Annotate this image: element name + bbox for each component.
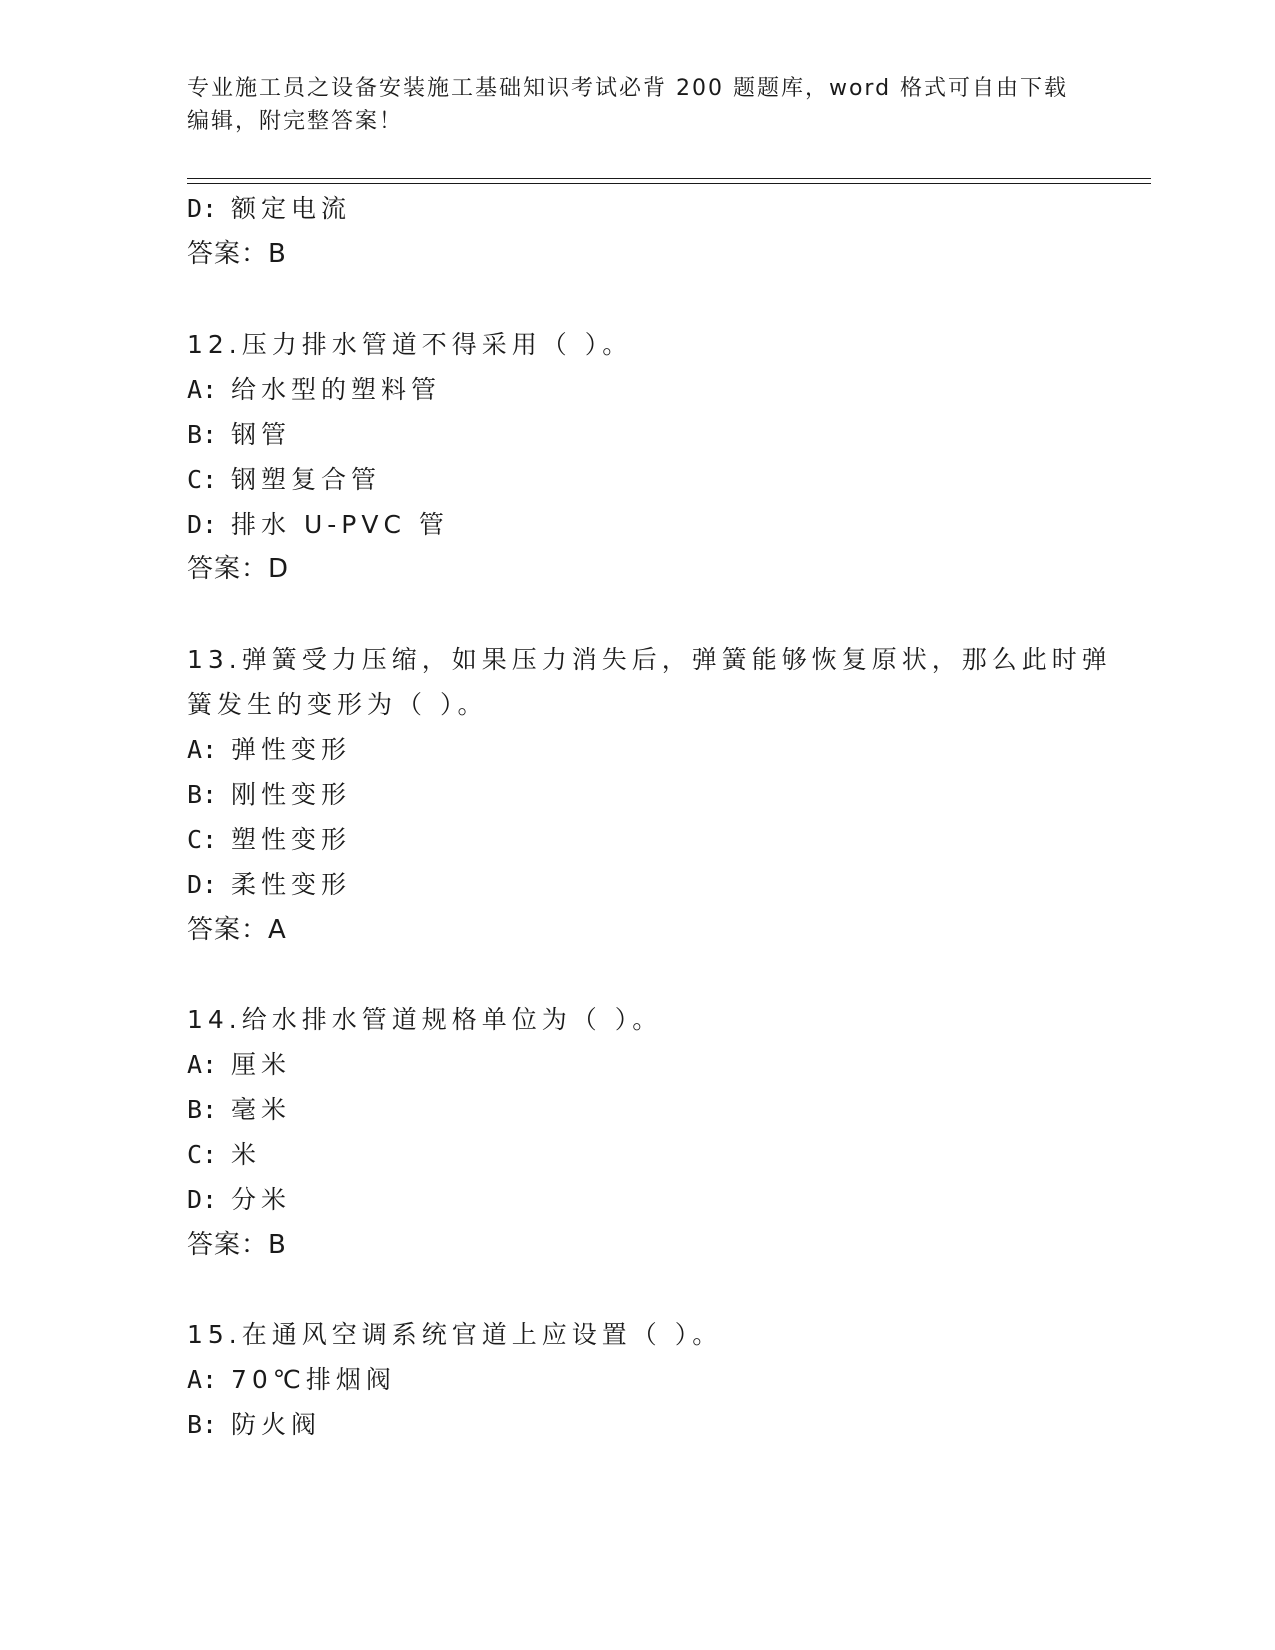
option-letter: D: [187,870,218,899]
q14-option-a [187,1049,291,1081]
header-rule-bottom [187,183,1151,184]
q13-option-b [187,779,351,811]
document-header [187,72,1087,138]
option-letter: B: [187,1410,218,1439]
q13-stem-line-1: 13.弹簧受力压缩，如果压力消失后，弹簧能够恢复原状，那么此时弹 [187,645,1112,674]
option-letter: B: [187,1095,218,1124]
q12-option-d [187,509,449,541]
option-letter: B: [187,780,218,809]
option-text: 柔性变形 [231,870,352,899]
q15-option-b [187,1409,321,1441]
q14-stem: 14.给水排水管道规格单位为（ ）。 [187,1005,663,1034]
option-letter: D: [187,1185,218,1214]
header-line-2: 编辑，附完整答案！ [187,109,404,134]
prev-option-d [187,193,351,225]
q13-stem-line-2: 簧发生的变形为（ ）。 [187,690,488,719]
option-text: 钢管 [231,420,292,449]
q15-stem: 15.在通风空调系统官道上应设置（ ）。 [187,1320,723,1349]
option-letter: D: [187,194,218,223]
option-text: 厘米 [231,1050,292,1079]
q13-option-c [187,824,351,856]
q12-option-b [187,419,291,451]
q12-option-a [187,374,441,406]
option-text: 毫米 [231,1095,292,1124]
option-text: 塑性变形 [231,825,352,854]
q13-option-d [187,869,351,901]
prev-answer: 答案：B [187,239,287,269]
option-text: 弹性变形 [231,735,352,764]
option-text: 70℃排烟阀 [231,1365,396,1394]
option-letter: C: [187,825,218,854]
option-letter: A: [187,735,218,764]
q14-answer: 答案：B [187,1230,287,1260]
option-text: 刚性变形 [231,780,352,809]
option-letter: A: [187,1365,218,1394]
option-text: 米 [231,1140,262,1169]
q13-option-a [187,734,351,766]
option-text: 排水 U-PVC 管 [231,510,449,539]
option-text: 防火阀 [231,1410,322,1439]
option-letter: C: [187,1140,218,1169]
option-letter: A: [187,1050,218,1079]
option-text: 分米 [231,1185,292,1214]
q12-stem: 12.压力排水管道不得采用（ ）。 [187,330,633,359]
option-text: 钢塑复合管 [231,465,382,494]
option-text: 额定电流 [231,194,352,223]
q14-option-b [187,1094,291,1126]
header-line-1: 专业施工员之设备安装施工基础知识考试必背 200 题题库，word 格式可自由下载 [187,76,1069,101]
option-text: 给水型的塑料管 [231,375,442,404]
option-letter: B: [187,420,218,449]
option-letter: D: [187,510,218,539]
q13-answer: 答案：A [187,915,287,945]
q15-option-a [187,1364,396,1396]
option-letter: C: [187,465,218,494]
header-rule-top [187,178,1151,179]
q12-answer: 答案：D [187,554,290,584]
q12-option-c [187,464,381,496]
option-letter: A: [187,375,218,404]
q14-option-d [187,1184,291,1216]
q14-option-c [187,1139,261,1171]
